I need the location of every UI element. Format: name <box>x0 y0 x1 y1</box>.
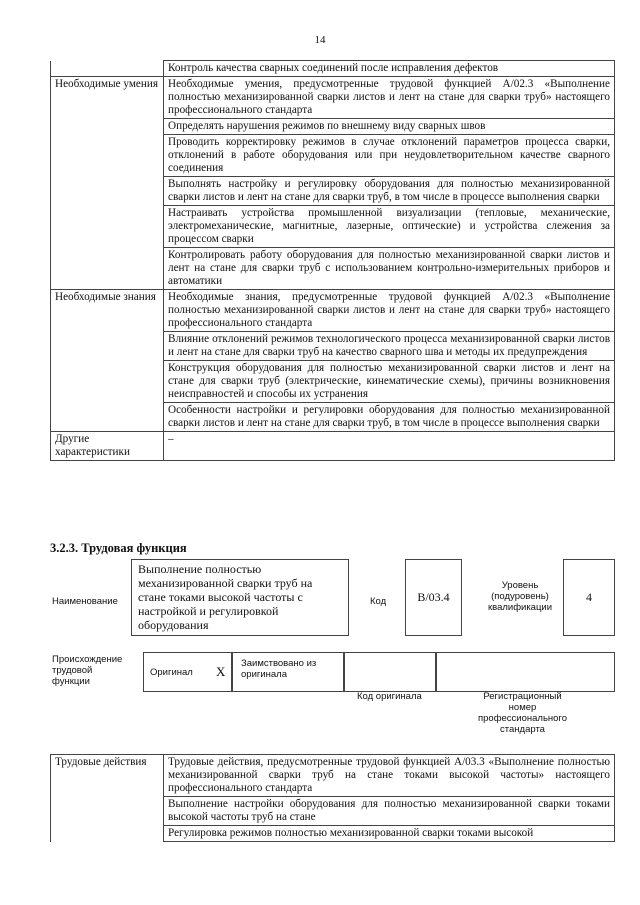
level-label: Уровень (подуровень) квалификации <box>487 580 553 613</box>
section-title: 3.2.3. Трудовая функция <box>50 541 187 555</box>
skill-row: Определять нарушения режимов по внешнему виду сварных швов <box>164 119 615 135</box>
code-value: B/03.4 <box>405 559 462 636</box>
borrowed-label: Заимствовано из оригинала <box>241 658 317 680</box>
other-characteristics-value: – <box>164 432 615 461</box>
action-row: Трудовые действия, предусмотренные трудовой функцией А/03.3 «Выполнение полностью механизированной сварки труб на стане токами высокой частоты» настоящего профессионального стандарта <box>164 755 615 797</box>
action-row: Регулировка режимов полностью механизированной сварки токами высокой <box>164 826 615 842</box>
skill-row: Настраивать устройства промышленной визуализации (тепловые, механические, электромеханические, магнитные, лазерные, оптические) и устройства слежения за процессом сварки <box>164 206 615 248</box>
function-name: Выполнение полностью механизированной сварки труб на стане токами высокой частоты с настройкой и регулировкой оборудования <box>138 562 313 632</box>
original-mark: X <box>216 664 226 679</box>
original-label: Оригинал <box>150 667 193 678</box>
actions-label: Трудовые действия <box>51 755 164 797</box>
reg-number-label: Регистрационный номер профессионального стандарта <box>478 691 567 735</box>
knowledge-row: Особенности настройки и регулировки оборудования для полностью механизированной сварки листов и лент на стане для сварки труб, в том числе в процессе выполнения сварки <box>164 403 615 432</box>
code-original-label: Код оригинала <box>357 691 422 702</box>
quality-control-row: Контроль качества сварных соединений после исправления дефектов <box>164 61 615 77</box>
origin-label: Происхождение трудовой функции <box>52 654 123 687</box>
name-label: Наименование <box>52 596 118 607</box>
code-label: Код <box>370 596 387 607</box>
code-original-box <box>343 652 437 692</box>
page-number: 14 <box>314 34 326 46</box>
empty-label-cell <box>51 61 164 77</box>
actions-table <box>50 754 615 842</box>
skill-row: Контролировать работу оборудования для полностью механизированной сварки листов и лент на стане для сварки труб с использованием контрольно-измерительных приборов и автоматики <box>164 248 615 290</box>
skills-label: Необходимые умения <box>51 77 164 119</box>
skill-row: Проводить корректировку режимов в случае отклонений параметров процесса сварки, отклонений в работе оборудования или при неудовлетворительном качестве сварного соединения <box>164 135 615 177</box>
skill-row: Выполнять настройку и регулировку оборудования для полностью механизированной сварки листов и лент на стане для сварки труб, в том числе в процессе выполнения сварки <box>164 177 615 206</box>
knowledge-row: Конструкция оборудования для полностью механизированной сварки листов и лент на стане для сварки труб (электрические, кинематические схемы), причины возникновения неисправностей и способы их устранения <box>164 361 615 403</box>
skills-knowledge-table <box>50 60 615 461</box>
action-row: Выполнение настройки оборудования для полностью механизированной сварки токами высокой частоты труб на стане <box>164 797 615 826</box>
knowledge-row: Влияние отклонений режимов технологического процесса механизированной сварки листов и лент на стане для сварки труб на качество сварного шва и методы их предупреждения <box>164 332 615 361</box>
knowledge-row: Необходимые знания, предусмотренные трудовой функцией А/02.3 «Выполнение полностью механизированной сварки листов и лент на стане для сварки труб» настоящего профессионального стандарта <box>164 290 615 332</box>
knowledge-label: Необходимые знания <box>51 290 164 332</box>
skill-row: Необходимые умения, предусмотренные трудовой функцией А/02.3 «Выполнение полностью механизированной сварки листов и лент на стане для сварки труб» настоящего профессионального стандарта <box>164 77 615 119</box>
reg-number-box <box>435 652 615 692</box>
name-box <box>131 559 349 636</box>
level-value: 4 <box>563 559 615 636</box>
other-characteristics-label: Другие характеристики <box>51 432 164 461</box>
